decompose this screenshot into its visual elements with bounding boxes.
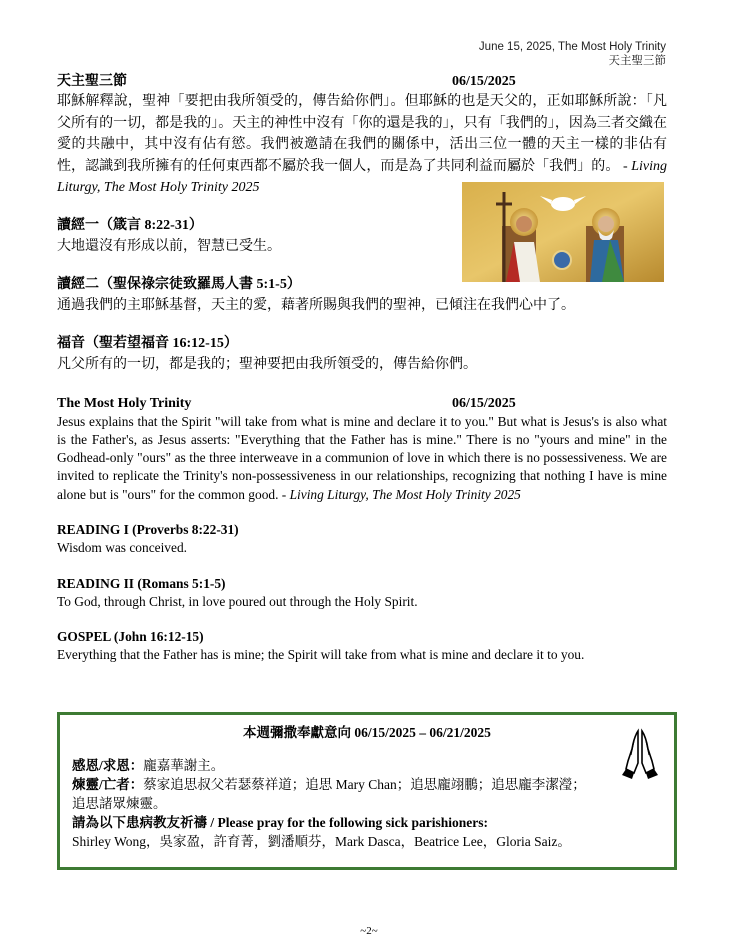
en-reading1: [57, 521, 667, 558]
zh-reading1-heading: 讀經一（箴言 8:22-31）: [57, 217, 203, 233]
en-attribution: - Living Liturgy, The Most Holy Trinity 2025: [281, 486, 521, 502]
page-header: [479, 40, 666, 68]
zh-gospel-text: 凡父所有的一切，都是我的；聖神要把由我所領受的，傳告給你們。: [57, 357, 477, 372]
en-reflection: [57, 413, 667, 504]
en-gospel: [57, 628, 667, 665]
en-gospel-heading: GOSPEL (John 16:12-15): [57, 629, 204, 645]
deceased-text: 蔡家追思叔父若瑟蔡祥道；追思 Mary Chan；追思龐翊鵬；追思龐李潔瀅；: [143, 777, 586, 792]
en-reflection-body: Jesus explains that the Spirit "will take from what is mine and declare it to you." But what is Jesus's is also what is the Father's, as Jesus asserts: "Everything that the Father has is mine." There is no "yours and mine" in the Godhead-only "ours" as the three interweave in a communion of love in which there is no possessiveness. We are invited to replicate the Trinity's non-possessiveness in our relationships, recognizing that nothing I have is mine alone but is "ours" for the common good.: [57, 413, 667, 502]
en-date: 06/15/2025: [452, 395, 516, 411]
zh-title: 天主聖三節: [57, 74, 127, 89]
en-reading1-text: Wisdom was conceived.: [57, 540, 187, 556]
mass-intentions-title: 本週彌撒奉獻意向 06/15/2025 – 06/21/2025: [243, 725, 491, 740]
en-reading2: [57, 575, 667, 612]
header-date-line: June 15, 2025, The Most Holy Trinity: [478, 41, 666, 53]
en-title-row: [57, 394, 667, 413]
en-gospel-text: Everything that the Father has is mine; the Spirit will take from what is mine and declare it to you.: [57, 647, 585, 663]
en-reading2-text: To God, through Christ, in love poured out through the Holy Spirit.: [57, 593, 418, 609]
thanks-label: 感恩/求恩：: [72, 758, 144, 773]
en-reading1-heading: READING I (Proverbs 8:22-31): [57, 521, 239, 537]
page-number: ~2~: [360, 925, 378, 937]
deceased-line: [72, 775, 662, 794]
zh-date: 06/15/2025: [452, 74, 516, 89]
en-reading2-heading: READING II (Romans 5:1-5): [57, 575, 226, 591]
bulletin-content: [57, 72, 667, 665]
deceased-line-2: 追思諸眾煉靈。: [72, 796, 167, 811]
zh-reading2-heading: 讀經二（聖保祿宗徒致羅馬人書 5:1-5）: [57, 276, 301, 292]
zh-attribution: - Living Liturgy, The Most Holy Trinity 2025: [57, 158, 668, 195]
mass-intentions-box: [57, 712, 677, 870]
en-title: The Most Holy Trinity: [57, 395, 192, 411]
thanks-text: 龐嘉華謝主。: [143, 758, 225, 773]
zh-gospel-heading: 福音（聖若望福音 16:12-15）: [57, 335, 238, 351]
zh-title-row: [57, 72, 667, 91]
zh-reading2: [57, 274, 667, 317]
deceased-label: 煉靈/亡者：: [72, 777, 144, 792]
sick-list: Shirley Wong，吳家盈，許育菁，劉潘順芬，Mark Dasca，Beatrice Lee，Gloria Saiz。: [72, 834, 571, 849]
zh-reflection: [57, 91, 667, 199]
praying-hands-icon: [620, 727, 660, 779]
zh-reflection-body: 耶穌解釋說，聖神「要把由我所領受的，傳告給你們」。但耶穌的也是天父的，正如耶穌所說：「凡父所有的一切，都是我的」。天主的神性中沒有「你的還是我的」，只有「我們的」，因為三者交織在愛的共融中，其中沒有佔有慾。我們被邀請在我們的關係中，活出三位一體的天主一樣的非佔有性，認識到我所擁有的任何東西都不屬於我一個人，而是為了共同利益而屬於「我們」的。: [57, 94, 667, 174]
header-feast-line: 天主聖三節: [608, 55, 666, 67]
zh-reading1: [57, 215, 667, 258]
zh-reading2-text: 通過我們的主耶穌基督，天主的愛，藉著所賜與我們的聖神，已傾注在我們心中了。: [57, 298, 575, 313]
sick-label: 請為以下患病教友祈禱 / Please pray for the following sick parishioners:: [72, 815, 488, 830]
zh-reading1-text: 大地還沒有形成以前，智慧已受生。: [57, 239, 281, 254]
thanks-line: [72, 756, 662, 775]
zh-gospel: [57, 333, 667, 376]
